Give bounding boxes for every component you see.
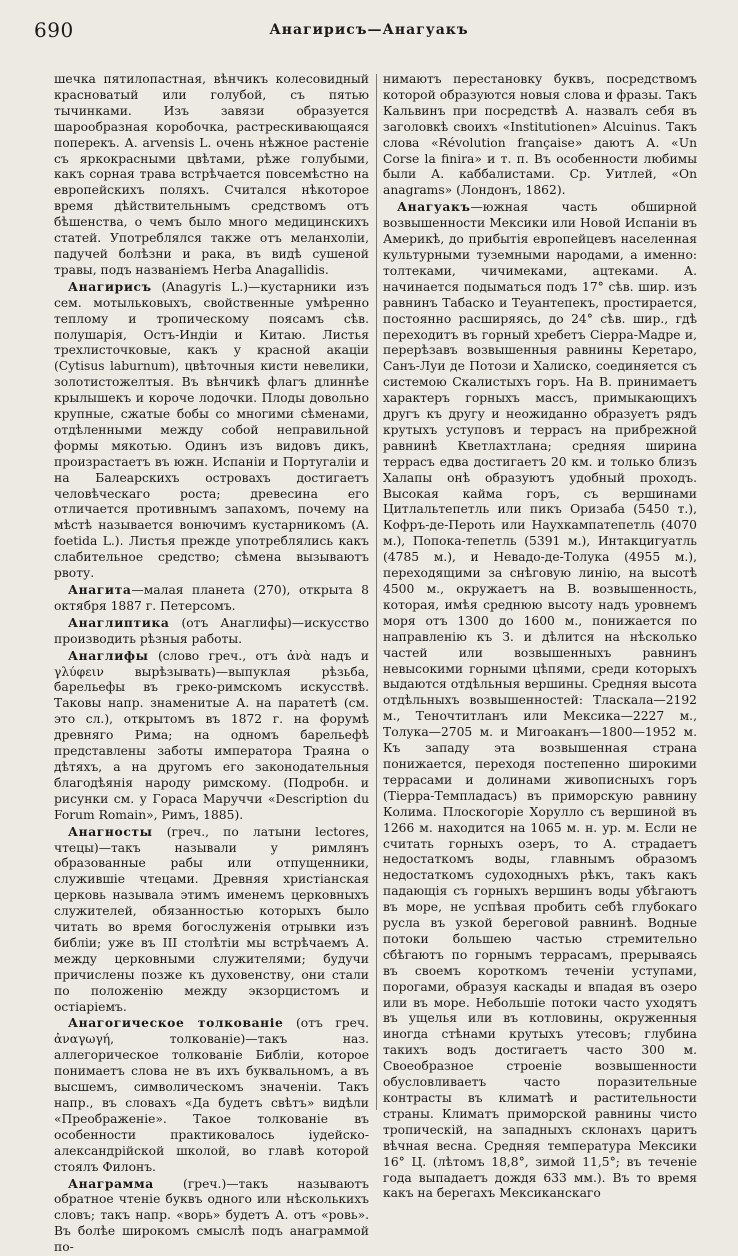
- entry-headword: Анагирисъ: [68, 278, 152, 294]
- dictionary-entry: [54, 1176, 369, 1256]
- entry-body: (греч.)—такъ называютъ обратное чтеніе буквъ одного или нѣсколькихъ словъ; такъ напр. «ворь» будетъ А. отъ «ровь». Въ болѣе широкомъ смыслѣ подъ анаграммой по-: [54, 1176, 369, 1255]
- dictionary-entry: [54, 615, 369, 648]
- entry-body: (слово греч., отъ ἀνὰ надъ и γλύφειν вырѣзывать)—выпуклая рѣзьба, барельефы въ греко-римскомъ искусствѣ. Таковы напр. знаменитые А. на паратетѣ (см. это сл.), открытомъ въ 1872 г. на форумѣ древняго Рима; на одномъ барельефѣ представлены заботы императора Траяна о дѣтяхъ, а на другомъ его законодательныя благодѣянія народу римскому. (Подробн. и рисунки см. у Гораса Маруччи «Description du Forum Romain», Римъ, 1885).: [54, 648, 369, 822]
- running-head: Анагирисъ—Анагуакъ: [269, 22, 469, 38]
- entry-headword: Анаглифы: [68, 647, 149, 663]
- column-divider: [376, 74, 377, 1110]
- left-column: [54, 72, 369, 1255]
- dictionary-entry: [54, 1015, 369, 1175]
- dictionary-entry: [383, 199, 697, 1202]
- dictionary-entry: [54, 279, 369, 582]
- entry-body: (греч., по латыни lectores, чтецы)—такъ называли у римлянъ образованные рабы или отпущенники, служившіе чтецами. Древняя христіанская церковь называла этимъ именемъ церковныхъ служителей, обязанностью которыхъ было читать во время богослуженія отрывки изъ библіи; уже въ III столѣтіи мы встрѣчаемъ А. между церковными служителями; будучи причислены позже къ духовенству, они стали по положенію между экзорцистомъ и остіаріемъ.: [54, 824, 369, 1014]
- entry-headword: Анаграмма: [68, 1175, 154, 1191]
- entry-headword: Анагносты: [68, 823, 153, 839]
- entry-headword: Анаглиптика: [68, 614, 170, 630]
- continued-text: нимаютъ перестановку буквъ, посредствомъ которой образуются новыя слова и фразы. Такъ Кальвинъ при посредствѣ А. назвалъ себя въ заголовкѣ своихъ «Institutionen» Alcuinus. Такъ слова «Révolution française» даютъ А. «Un Corse la finira» и т. п. Въ особенности любимы были А. каббалистами. Ср. Уитлей, «On anagrams» (Лондонъ, 1862).: [383, 72, 697, 198]
- dictionary-entry: [54, 582, 369, 615]
- dictionary-entry: [54, 824, 369, 1016]
- entry-headword: Анагогическое толкованіе: [68, 1015, 284, 1031]
- entry-body: (Anagyris L.)—кустарники изъ сем. мотыльковыхъ, свойственные умѣренно теплому и тропическому поясамъ сѣв. полушарія, Остъ-Индіи и Китаю. Листья трехлисточковые, какъ у красной акаціи (Cytisus laburnum), цвѣточныя кисти невелики, золотистожелтыя. Въ вѣнчикѣ флагъ длиннѣе крылышекъ и короче лодочки. Плоды довольно крупные, сжатые бобы со многими сѣменами, отдѣленными между собой неправильной формы мякотью. Одинъ изъ видовъ дикъ, произрастаетъ въ южн. Испаніи и Португаліи и на Балеарскихъ островахъ достигаетъ человѣческаго роста; древесина его отличается противнымъ запахомъ, почему на мѣстѣ называется вонючимъ кустарникомъ (A. foetida L.). Листья прежде употреблялись какъ слабительное средство; сѣмена вызываютъ рвоту.: [54, 279, 369, 581]
- continued-text: шечка пятилопастная, вѣнчикъ колесовидный красноватый или голубой, съ пятью тычинками. Изъ завязи образуется шарообразная коробочка, растрескивающаяся поперекъ. А. arvensis L. очень нѣжное растеніе съ яркокрасными цвѣтами, рѣже голубыми, какъ сорная трава встрѣчается повсемѣстно на европейскихъ поляхъ. Считался нѣкоторое время дѣйствительнымъ средствомъ отъ бѣшенства, о чемъ было много медицинскихъ статей. Употреблялся также отъ меланхоліи, падучей болѣзни и рака, въ видѣ сушеной травы, подъ названіемъ Herba Anagallidis.: [54, 72, 369, 277]
- page-number: 690: [34, 18, 74, 42]
- entry-headword: Анагуакъ: [397, 199, 471, 215]
- right-column: [383, 72, 697, 1201]
- dictionary-entry: [54, 648, 369, 824]
- entry-headword: Анагита: [68, 582, 132, 597]
- entry-body: (отъ Анаглифы)—искусство производить рѣзныя работы.: [54, 615, 369, 646]
- entry-body: —южная часть обширной возвышенности Мексики или Новой Испаніи въ Америкѣ, до прибытія европейцевъ населенная культурными туземными народами, а именно: толтеками, чичимеками, ацтеками. А. начинается подыматься подъ 17° сѣв. шир. изъ равнинъ Табаско и Теуантепекъ, простирается, постоянно расширяясь, до 24° сѣв. шир., гдѣ переходитъ въ горный хребетъ Сіерра-Мадре и, перерѣзавъ возвышенныя равнины Керетаро, Санъ-Луи де Потози и Халиско, соединяется съ системою Скалистыхъ горъ. На В. принимаетъ характеръ горныхъ массъ, примыкающихъ другъ къ другу и неожиданно образуетъ рядъ крутыхъ уступовъ и террасъ на прибрежной равнинѣ Кветлахтлана; средняя ширина террасъ едва достигаетъ 20 км. и только близъ Халапы онѣ образуютъ удобный проходъ. Высокая кайма горъ, съ вершинами Цитлальтепетль или пикъ Оризаба (5450 т.), Кофръ-де-Пероть или Наухкампатепетль (4070 м.), Попока-тепетль (5391 м.), Интакцигуатль (4785 м.), и Невадо-де-Толука (4955 м.), переходящими за снѣговую линію, на высотѣ 4500 м., окружаетъ на В. возвышенность, которая, имѣя среднюю высоту надъ уровнемъ моря отъ 1300 до 1600 м., понижается по направленію къ З. и дѣлится на нѣсколько частей или возвышенныхъ равнинъ невысокими горными цѣпями, среди которыхъ выдаются отдѣльныя вершины. Средняя высота отдѣльныхъ возвышенностей: Тласкала—2192 м., Теночтитланъ или Мексика—2227 м., Толука—2705 м. и Мигоаканъ—1800—1952 м. Къ западу эта возвышенная страна понижается, переходя постепенно широкими террасами и долинами живописныхъ горъ (Тіерра-Темпладасъ) въ приморскую равнину Колима. Плоскогоріе Хорулло съ вершиной въ 1266 м. находится на 1065 м. н. ур. м. Если не считать горныхъ озеръ, то А. страдаетъ недостаткомъ воды, главнымъ образомъ недостаткомъ судоходныхъ рѣкъ, такъ какъ падающія съ горныхъ вершинъ воды убѣгаютъ въ море, не успѣвая пробить себѣ глубокаго русла въ узкой береговой равнинѣ. Водные потоки большею частью стремительно сбѣгаютъ по горнымъ террасамъ, прерываясь въ своемъ короткомъ теченіи уступами, порогами, образуя каскады и впадая въ озеро или въ море. Небольшіе потоки часто уходятъ въ ущелья или въ котловины, окруженныя иногда стѣнами крутыхъ утесовъ; глубина такихъ водъ достигаетъ часто 300 м. Своеобразное строеніе возвышенности обусловливаетъ часто поразительные контрасты въ климатѣ и растительности страны. Климатъ приморской равнины чисто тропическій, на западныхъ склонахъ царитъ вѣчная весна. Средняя температура Мексики 16° Ц. (лѣтомъ 18,8°, зимой 11,5°; въ теченіе года выпадаетъ дождя 633 мм.). Въ то время какъ на берегахъ Мексиканскаго: [383, 200, 697, 1201]
- entry-body: —малая планета (270), открыта 8 октября 1887 г. Петерсомъ.: [54, 583, 369, 613]
- entry-body: (отъ греч. ἀναγωγή, толкованіе)—такъ наз. аллегорическое толкованіе Библіи, которое понимаетъ слова не въ ихъ буквальномъ, а въ высшемъ, символическомъ значеніи. Такъ напр., въ словахъ «Да будетъ свѣтъ» видѣли «Преображеніе». Такое толкованіе въ особенности практиковалось іудейско-александрійской школой, во главѣ которой стоялъ Филонъ.: [54, 1016, 369, 1174]
